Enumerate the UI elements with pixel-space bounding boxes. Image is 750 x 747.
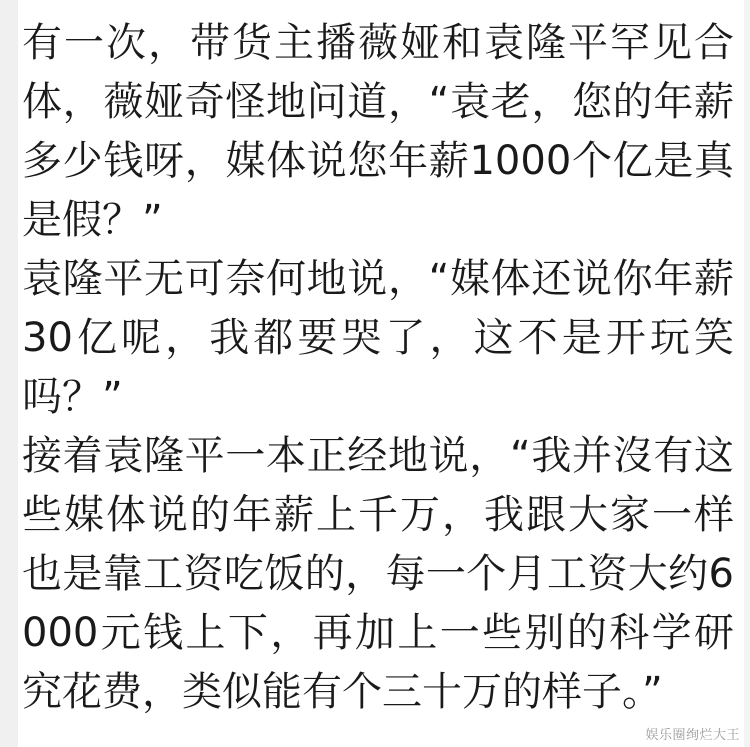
paragraph-2: 袁隆平无可奈何地说，“媒体还说你年薪30亿呢，我都要哭了，这不是开玩笑吗？”	[22, 256, 734, 420]
paragraph-1: 有一次，带货主播薇娅和袁隆平罕见合体，薇娅奇怪地问道，“袁老，您的年薪多少钱呀，媒体说您年薪1000个亿是真是假？”	[22, 20, 734, 243]
paragraph-3: 接着袁隆平一本正经地说，“我并沒有这些媒体说的年薪上千万，我跟大家一样也是靠工资吃饭的，每一个月工资大约6000元钱上下，再加上一些别的科学研究花费，类似能有个三十万的样子。”	[22, 433, 734, 715]
document-text-body	[22, 14, 734, 734]
right-margin-strip	[744, 0, 750, 747]
left-margin-strip	[0, 0, 18, 747]
watermark-label: 娱乐圈绚烂大王	[645, 728, 740, 743]
